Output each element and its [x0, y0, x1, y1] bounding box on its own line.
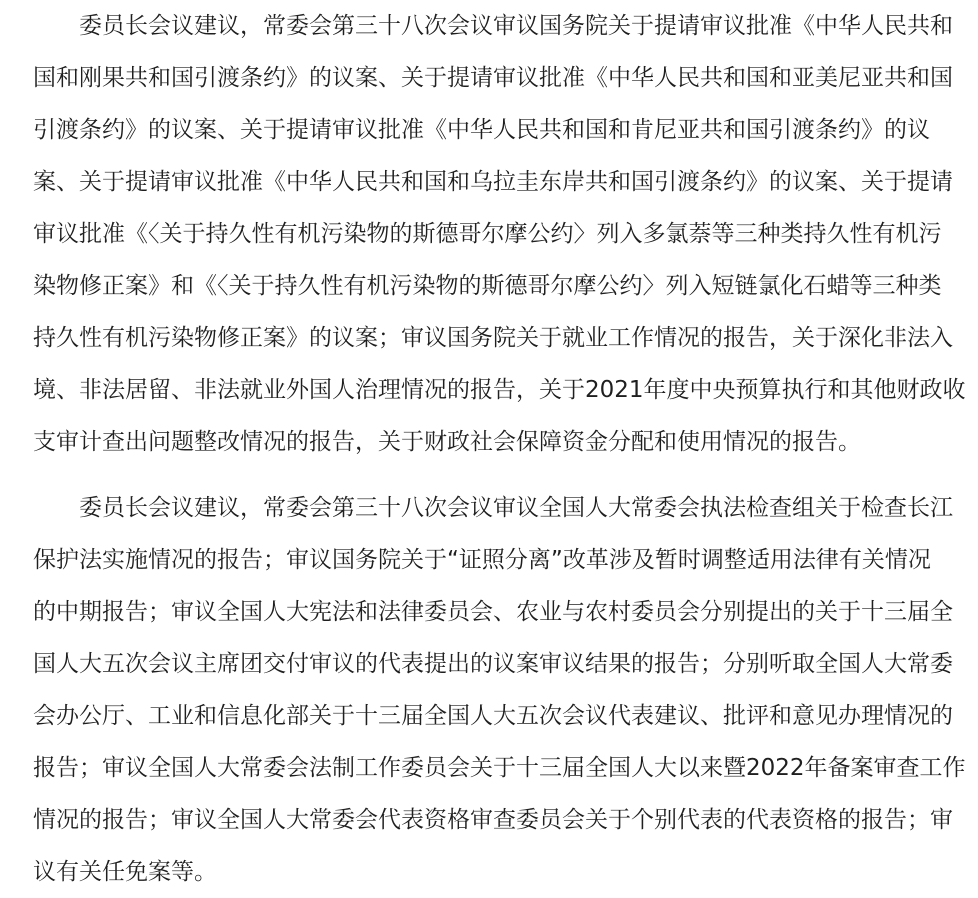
text-line: 案、关于提请审议批准《中华人民共和国和乌拉圭东岸共和国引渡条约》的议案、关于提请 — [33, 169, 953, 195]
text-line: 委员长会议建议，常委会第三十八次会议审议国务院关于提请审议批准《中华人民共和 — [79, 13, 953, 39]
text-line: 境、非法居留、非法就业外国人治理情况的报告，关于2021年度中央预算执行和其他财政收 — [33, 377, 966, 403]
paragraph-treaty-proposals — [33, 0, 966, 468]
paragraph-reports-review — [33, 482, 966, 898]
text-line: 国和刚果共和国引渡条约》的议案、关于提请审议批准《中华人民共和国和亚美尼亚共和国 — [33, 65, 953, 91]
text-line: 引渡条约》的议案、关于提请审议批准《中华人民共和国和肯尼亚共和国引渡条约》的议 — [33, 117, 930, 143]
text-line: 支审计查出问题整改情况的报告，关于财政社会保障资金分配和使用情况的报告。 — [33, 429, 861, 455]
text-line: 委员长会议建议，常委会第三十八次会议审议全国人大常委会执法检查组关于检查长江 — [79, 495, 953, 521]
text-line: 会办公厅、工业和信息化部关于十三届全国人大五次会议代表建议、批评和意见办理情况的 — [33, 703, 953, 729]
text-line: 议有关任免案等。 — [33, 859, 217, 885]
text-line: 染物修正案》和《〈关于持久性有机污染物的斯德哥尔摩公约〉列入短链氯化石蜡等三种类 — [33, 273, 942, 299]
text-line: 报告；审议全国人大常委会法制工作委员会关于十三届全国人大以来暨2022年备案审查工作 — [33, 755, 966, 781]
text-line: 审议批准《〈关于持久性有机污染物的斯德哥尔摩公约〉列入多氯萘等三种类持久性有机污 — [33, 221, 942, 247]
text-line: 持久性有机污染物修正案》的议案；审议国务院关于就业工作情况的报告，关于深化非法入 — [33, 325, 953, 351]
text-line: 国人大五次会议主席团交付审议的代表提出的议案审议结果的报告；分别听取全国人大常委 — [33, 651, 953, 677]
text-line: 情况的报告；审议全国人大常委会代表资格审查委员会关于个别代表的代表资格的报告；审 — [33, 807, 953, 833]
text-line: 的中期报告；审议全国人大宪法和法律委员会、农业与农村委员会分别提出的关于十三届全 — [33, 599, 953, 625]
text-line: 保护法实施情况的报告；审议国务院关于“证照分离”改革涉及暂时调整适用法律有关情况 — [33, 547, 931, 573]
